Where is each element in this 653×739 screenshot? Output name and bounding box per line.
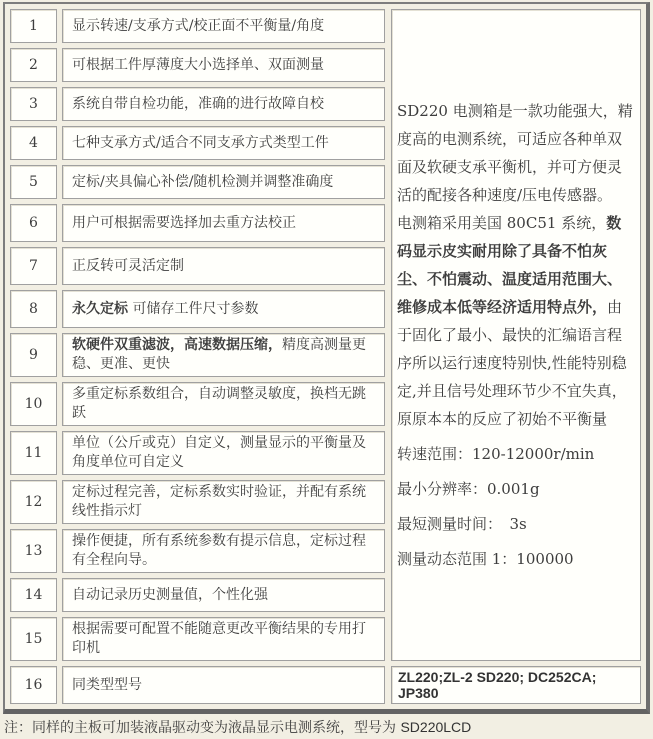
feature-rows bbox=[10, 9, 385, 704]
row-feature-normal: 系统自带自检功能，准确的进行故障自校 bbox=[72, 95, 324, 112]
row-number: 14 bbox=[10, 578, 57, 612]
row-feature-text bbox=[72, 56, 324, 75]
product-spec-table bbox=[3, 2, 650, 714]
row-feature-normal: 显示转速/支承方式/校正面不平衡量/角度 bbox=[72, 17, 325, 34]
row-feature-cell bbox=[62, 578, 385, 612]
table-row bbox=[10, 126, 385, 160]
row-feature-normal: 单位（公斤或克）自定义，测量显示的平衡量及角度单位可自定义 bbox=[72, 435, 366, 470]
row-number: 5 bbox=[10, 165, 57, 199]
row-feature-cell bbox=[62, 382, 385, 426]
spec-dynamic-range: 测量动态范围 1：100000 bbox=[397, 550, 574, 568]
row-feature-cell bbox=[62, 204, 385, 242]
row-feature-cell bbox=[62, 666, 385, 704]
row-feature-text bbox=[72, 676, 142, 695]
table-row bbox=[10, 87, 385, 121]
row-feature-normal: 多重定标系数组合，自动调整灵敏度，换档无跳跃 bbox=[72, 386, 366, 421]
row-feature-normal: 可储存工件尺寸参数 bbox=[128, 300, 259, 317]
footnote-text: 注：同样的主板可加装液晶驱动变为液晶显示电测系统，型号为 bbox=[4, 720, 401, 736]
row-feature-normal: 七种支承方式/适合不同支承方式类型工件 bbox=[72, 134, 329, 151]
row-feature-cell bbox=[62, 480, 385, 524]
row-feature-cell bbox=[62, 126, 385, 160]
row-feature-normal: 同类型型号 bbox=[72, 676, 142, 693]
table-row bbox=[10, 247, 385, 285]
row-feature-text bbox=[72, 483, 375, 521]
table-row bbox=[10, 204, 385, 242]
row-feature-cell bbox=[62, 431, 385, 475]
table-row bbox=[10, 290, 385, 328]
row-feature-cell bbox=[62, 529, 385, 573]
table-row bbox=[10, 480, 385, 524]
footnote-model-number: SD220LCD bbox=[400, 719, 472, 735]
row-feature-normal: 操作便捷，所有系统参数有提示信息，定标过程有全程向导。 bbox=[72, 533, 366, 568]
row-number: 8 bbox=[10, 290, 57, 328]
table-row bbox=[10, 9, 385, 43]
row-number: 2 bbox=[10, 48, 57, 82]
table-row bbox=[10, 165, 385, 199]
table-row bbox=[10, 666, 385, 704]
row-feature-text bbox=[72, 532, 375, 570]
row-number: 6 bbox=[10, 204, 57, 242]
table-row bbox=[10, 431, 385, 475]
row-feature-text bbox=[72, 620, 375, 658]
row-feature-cell bbox=[62, 333, 385, 377]
table-row bbox=[10, 48, 385, 82]
row-number: 9 bbox=[10, 333, 57, 377]
row-feature-bold: 软硬件双重滤波，高速数据压缩， bbox=[72, 337, 282, 353]
row-feature-text bbox=[72, 173, 333, 192]
row-feature-bold: 永久定标 bbox=[72, 300, 128, 317]
paragraph-2-end: 由于固化了最小、最快的汇编语言程序所以运行速度特别快,性能特别稳定,并且信号处理环节少不宜失真，原原本本的反应了初始不平衡量 bbox=[397, 298, 627, 428]
row-number: 7 bbox=[10, 247, 57, 285]
row-number: 3 bbox=[10, 87, 57, 121]
row-number: 1 bbox=[10, 9, 57, 43]
row-feature-text bbox=[72, 134, 329, 153]
spec-min-resolution: 最小分辨率：0.001g bbox=[397, 480, 540, 498]
paragraph-2-bold: 数码显示皮实耐用除了具备不怕灰尘、不怕震动、温度适用范围大、维修成本低等经济适用特点外， bbox=[397, 214, 623, 316]
row-number: 16 bbox=[10, 666, 57, 704]
spec-speed-range: 转速范围：120-12000r/min bbox=[397, 445, 595, 463]
row-feature-cell bbox=[62, 617, 385, 661]
row-feature-cell bbox=[62, 165, 385, 199]
row-feature-cell bbox=[62, 48, 385, 82]
row-number: 13 bbox=[10, 529, 57, 573]
row-feature-normal: 可根据工件厚薄度大小选择单、双面测量 bbox=[72, 56, 324, 73]
row-feature-normal: 定标过程完善，定标系数实时验证，并配有系统线性指示灯 bbox=[72, 484, 366, 519]
row-feature-normal: 精度高测量更稳、更准、更快 bbox=[72, 337, 366, 372]
row-feature-cell bbox=[62, 290, 385, 328]
row-feature-normal: 定标/夹具偏心补偿/随机检测并调整准确度 bbox=[72, 173, 334, 190]
row-feature-text bbox=[72, 300, 258, 319]
table-row bbox=[10, 617, 385, 661]
product-description-cell bbox=[391, 9, 641, 661]
similar-models-cell: ZL220;ZL-2 SD220; DC252CA; JP380 bbox=[391, 666, 641, 704]
table-row bbox=[10, 529, 385, 573]
row-feature-normal: 正反转可灵活定制 bbox=[72, 257, 184, 274]
row-feature-cell bbox=[62, 9, 385, 43]
description-column bbox=[391, 9, 641, 704]
row-number: 12 bbox=[10, 480, 57, 524]
spec-min-measure-time: 最短测量时间： 3s bbox=[397, 515, 527, 533]
row-feature-normal: 自动记录历史测量值，个性化强 bbox=[72, 586, 268, 603]
row-feature-text bbox=[72, 336, 375, 374]
row-number: 4 bbox=[10, 126, 57, 160]
row-feature-cell bbox=[62, 87, 385, 121]
row-feature-text bbox=[72, 385, 375, 423]
description-paragraph-1: SD220 电测箱是一款功能强大，精度高的电测系统，可适应各种单双面及软硬支承平衡机，并可方便灵活的配接各种速度/压电传感器。 bbox=[397, 102, 633, 204]
table-row bbox=[10, 333, 385, 377]
row-feature-text bbox=[72, 586, 268, 605]
footnote bbox=[0, 714, 653, 739]
row-feature-text bbox=[72, 95, 324, 114]
row-number: 10 bbox=[10, 382, 57, 426]
paragraph-2-start: 电测箱采用美国 80C51 系统， bbox=[397, 214, 607, 232]
row-feature-normal: 用户可根据需要选择加去重方法校正 bbox=[72, 214, 296, 231]
row-feature-text bbox=[72, 214, 296, 233]
row-feature-cell bbox=[62, 247, 385, 285]
table-row bbox=[10, 382, 385, 426]
row-feature-text bbox=[72, 434, 375, 472]
row-feature-text bbox=[72, 17, 324, 36]
row-number: 15 bbox=[10, 617, 57, 661]
table-row bbox=[10, 578, 385, 612]
row-number: 11 bbox=[10, 431, 57, 475]
description-paragraph-2 bbox=[397, 209, 635, 433]
row-feature-text bbox=[72, 257, 184, 276]
row-feature-normal: 根据需要可配置不能随意更改平衡结果的专用打印机 bbox=[72, 621, 366, 656]
